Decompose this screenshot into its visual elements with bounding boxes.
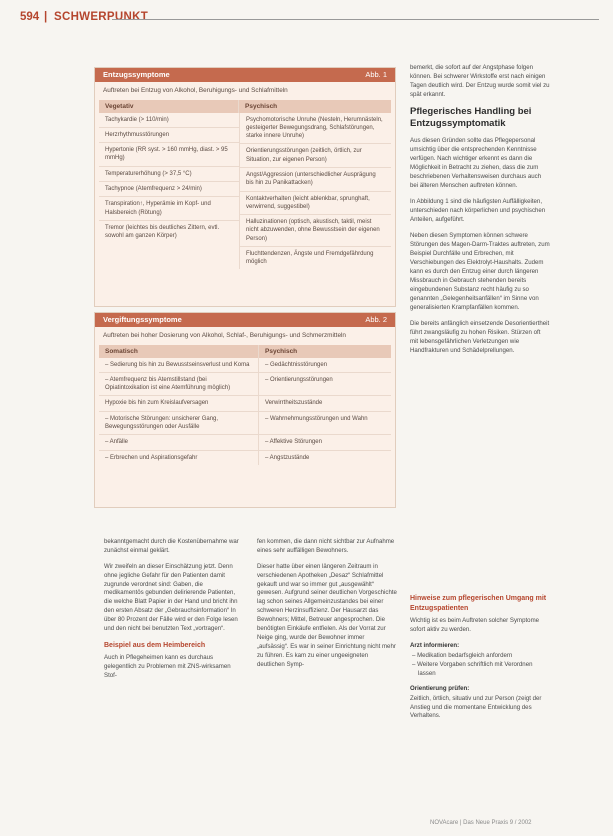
paragraph: Neben diesen Symptomen können schwere Störungen des Magen-Darm-Traktes auftreten, zum Beispiel Durchfälle und Erbrechen, mit Verschiebungen des Elektrolyt-Haushalts. Zudem kann es durch den Entzug einer durch längeren Missbrauch in Gebrauch stehenden bereits eingebundenen Substanz recht häufig zu so genannten „Gelegenheitsanfällen“ im Sinne von generalisierten Krampfanfällen kommen. [410, 231, 550, 312]
box-subtitle: Auftreten bei hoher Dosierung von Alkohol, Schlaf-, Beruhigungs- und Schmerzmitteln [103, 332, 346, 339]
col-header-left: Vegetativ [99, 100, 239, 113]
table-cell: Verwirrtheitszustände [265, 400, 323, 407]
table-cell: Tachykardie (> 110/min) [105, 116, 169, 123]
table-cell: – Atemfrequenz bis Atemstillstand (bei Opiatintoxikation ist eine Atemführung möglich) [99, 373, 259, 396]
box-title-bar [95, 68, 395, 82]
col-header-right: Psychisch [265, 347, 298, 355]
list-item: – Weitere Vorgaben schriftlich mit Verordnen lassen [412, 661, 533, 677]
paragraph: bekanntgemacht durch die Kostenübernahme war zunächst einmal geklärt. [104, 538, 239, 554]
table-header [99, 100, 391, 113]
page-number: 594 [20, 11, 40, 23]
table-col-left [99, 113, 240, 270]
table-cell: Halluzinationen (optisch, akustisch, taktil, meist nicht abzuwenden, ohne Bewusstsein der eigenen Person) [246, 219, 380, 242]
table-cell: – Affektive Störungen [265, 439, 322, 446]
table-cell: – Motorische Störungen: unsicherer Gang, Bewegungsstörungen oder Ausfälle [99, 412, 259, 435]
box-number: Abb. 2 [365, 315, 387, 324]
table-cell: Hypertonie (RR syst. > 160 mmHg, diast. > 95 mmHg) [105, 147, 228, 162]
middle-column-lower [257, 538, 397, 676]
table-cell: – Anfälle [99, 435, 259, 449]
table-cell: – Angstzustände [265, 454, 310, 461]
col-header-right: Psychisch [245, 102, 278, 110]
subheading: Hinweise zum pflegerischen Umgang mit Entzugspatienten [410, 595, 547, 613]
table-header [99, 345, 391, 358]
table-cell: Tremor (leichtes bis deutliches Zittern, evtl. sowohl am ganzen Körper) [105, 224, 220, 240]
box-subtitle: Auftreten bei Entzug von Alkohol, Beruhigungs- und Schlafmitteln [103, 87, 288, 94]
right-column-lower [410, 590, 550, 728]
paragraph: Die bereits anfänglich einsetzende Desorientiertheit führt zwangsläufig zu hohen Risiken. Stürzen oft mit lebensgefährlichen Verletzungen wie Handfrakturen und Schädelprellungen. [410, 320, 550, 355]
box-title: Entzugssymptome [103, 70, 170, 79]
section-title: SCHWERPUNKT [54, 11, 149, 23]
table-cell: Fluchttendenzen, Ängste und Fremdgefährdung möglich [246, 250, 374, 266]
table-cell: Psychomotorische Unruhe (Nesteln, Herumnästeln, gesteigerter Bewegungsdrang, Schlafstörungen, starke innere Unruhe) [246, 116, 383, 140]
table-cell: Hypoxie bis hin zum Kreislaufversagen [99, 396, 259, 410]
table-cell: – Orientierungsstörungen [265, 376, 333, 383]
table-cell: Tachypnoe (Atemfrequenz > 24/min) [105, 185, 202, 192]
section-heading: Pflegerisches Handling bei Entzugssymptomatik [410, 106, 532, 129]
poisoning-symptoms-box [94, 312, 396, 508]
paragraph: In Abbildung 1 sind die häufigsten Auffälligkeiten, unterschieden nach körperlichen und psychischen Anteilen, aufgeführt. [410, 197, 546, 223]
paragraph: Zeitlich, örtlich, situativ und zur Person (zeigt der Anstieg und die momentane Entwicklung des Verhaltens. [410, 694, 542, 720]
table-col-right [240, 113, 391, 270]
col-header-left: Somatisch [99, 345, 259, 358]
paragraph: fen kommen, die dann nicht sichtbar zur Aufnahme eines sehr auffälligen Bewohners. [257, 538, 395, 554]
box-title-bar [95, 313, 395, 327]
table-cell: Kontaktverhalten (leicht ablenkbar, sprunghaft, verwirrend, suggestibel) [246, 195, 370, 210]
paragraph: Aus diesen Gründen sollte das Pflegepersonal umsichtig über die entsprechenden Kenntnisse verfügen. Nach wichtiger erkennt es dann die Möglichkeit in Betracht zu ziehen, dass die zum beschriebenen Verhaltensweisen durchaus auch bei älteren Menschen auftreten können. [410, 136, 542, 189]
table-cell: – Sedierung bis hin zu Bewusstseinsverlust und Koma [99, 358, 259, 372]
right-column-upper [410, 63, 550, 362]
table-cell: – Gedächtnisstörungen [265, 361, 328, 368]
list-item: – Medikation bedarfsgleich anfordern [412, 652, 513, 660]
table-cell: Transpiration↑, Hyperämie im Kopf- und Halsbereich (Rötung) [105, 201, 211, 216]
list-heading: Orientierung prüfen: [410, 684, 470, 692]
paragraph: bemerkt, die sofort auf der Angstphase folgen können. Bei schwerer Wirkstoffe erst nach einigen Tagen deutlich wird. Der Entzug wurde somit viel zu spät erkannt. [410, 64, 550, 99]
table-cell: Temperaturerhöhung (> 37,5 °C) [105, 170, 192, 177]
paragraph: Wichtig ist es beim Auftreten solcher Symptome sofort aktiv zu werden. [410, 617, 540, 634]
left-column-lower [104, 538, 244, 688]
header-rule [112, 19, 599, 20]
paragraph: Dieser hatte über einen längeren Zeitraum in verschiedenen Apotheken „Desaz“ Schlafmittel gekauft und war so immer gut „ausgewählt“ gewesen. Aufgrund seiner deutlichen Vorgeschichte lag schon seines Allgemeinzustandes bei einer schweren Herzinsuffizienz. Der Hausarzt das Bewohners; Mittel, Betreuer angesprochen. Die benötigten Einkäufe entfielen. Als der Vorrat zur Neige ging, wurde der Bewohner immer „aufsässig“. Es war in seiner Einrichtung nicht mehr zu führen. Es kam zu einer ungeeigneten deutlichen Symp- [257, 562, 397, 668]
paragraph: Wir zweifeln an dieser Einschätzung jetzt. Denn ohne jegliche Gefahr für den Patienten damit zugrunde verordnet sind: Gaben, die medikamentös gebunden delirierende Patienten, die welche Blatt Papier in der Hand und bricht ihn den ersten Absatz der „Gebrauchsinformation“ In über 80 Prozent der Fälle wird er den Folge lesen und den nicht bei benutzten Text „vortragen“. [104, 562, 238, 633]
table-cell: Orientierungsstörungen (zeitlich, örtlich, zur Situation, zur eigenen Person) [246, 148, 362, 163]
paragraph: Auch in Pflegeheimen kann es durchaus gelegentlich zu Problemen mit ZNS-wirksamen Stof- [104, 654, 231, 679]
table-cell: – Erbrechen und Aspirationsgefahr [99, 451, 259, 465]
table-cell: – Wahrnehmungsstörungen und Wahn [265, 415, 368, 422]
header-separator: | [44, 11, 48, 23]
box-title: Vergiftungssymptome [103, 315, 182, 324]
page-header [14, 11, 599, 27]
list-heading: Arzt informieren: [410, 642, 460, 650]
page-footer: NOVAcare | Das Neue Praxis 9 / 2002 [430, 820, 532, 826]
table-body [99, 113, 391, 270]
table-cell: Angst/Aggression (unterschiedlicher Ausprägung bis hin zu Panikattacken) [246, 171, 376, 187]
withdrawal-symptoms-box [94, 67, 396, 307]
table-cell: Herzrhythmusstörungen [105, 131, 170, 138]
box-number: Abb. 1 [365, 70, 387, 79]
subheading: Beispiel aus dem Heimbereich [104, 641, 206, 649]
